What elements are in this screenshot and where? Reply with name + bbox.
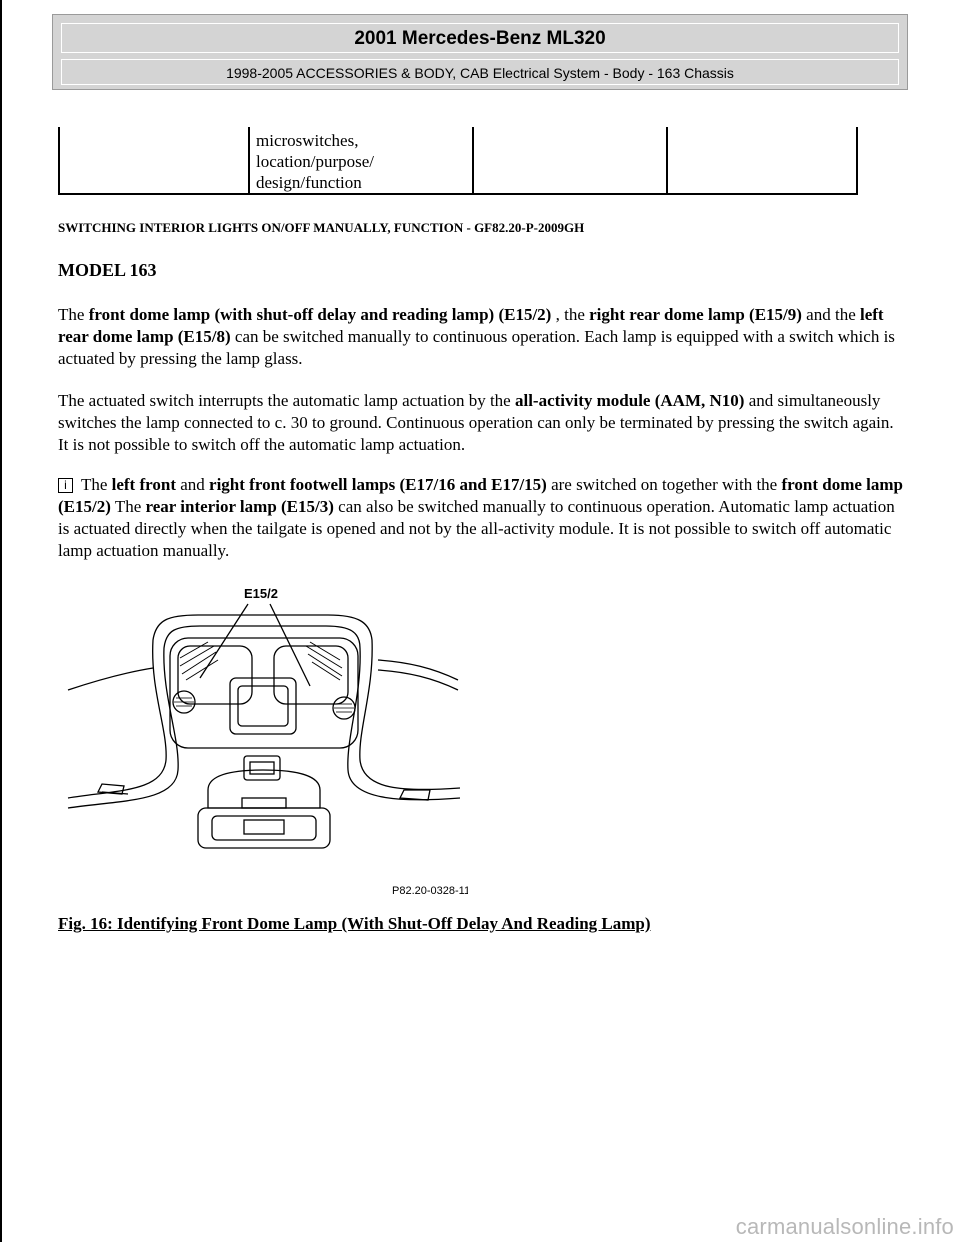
section-title: SWITCHING INTERIOR LIGHTS ON/OFF MANUALLY, FUNCTION - GF82.20-P-2009GH: [58, 220, 585, 235]
paragraph-manual-switching: The front dome lamp (with shut-off delay and reading lamp) (E15/2) , the right rear dome lamp (E15/9) and the left rear dome lamp (E15/8) can be switched manually to continuous operation. Each lamp is equipped with a switch which is actuated by pressing the lamp glass.: [58, 305, 895, 368]
watermark: carmanualsonline.info: [735, 1214, 954, 1239]
table-line: microswitches,: [256, 131, 359, 150]
term-right-rear-dome-lamp: right rear dome lamp (E15/9): [589, 305, 802, 324]
page-left-border: [0, 0, 2, 1242]
table-line: design/function: [256, 173, 362, 192]
figure-code: P82.20-0328-11: [392, 885, 468, 897]
header-subtitle: 1998-2005 ACCESSORIES & BODY, CAB Electrical System - Body - 163 Chassis: [61, 59, 899, 85]
dome-lamp-illustration: [58, 580, 468, 900]
table-cell-empty: [59, 127, 249, 194]
table-cell-empty: [473, 127, 667, 194]
term-front-dome-lamp-2: front dome lamp (E15/2): [58, 475, 903, 516]
term-front-dome-lamp: front dome lamp (with shut-off delay and reading lamp) (E15/2): [88, 305, 552, 324]
page-header: [52, 14, 908, 90]
paragraph-note: i The left front and right front footwell lamps (E17/16 and E17/15) are switched on together with the front dome lamp (E15/2) The rear interior lamp (E15/3) can also be switched manually to continuous operation. Automatic lamp actuation is actuated directly when the tailgate is opened and not by the all-activity module. It is not possible to switch off automatic lamp actuation manually.: [58, 475, 903, 560]
term-footwell-lamps: right front footwell lamps (E17/16 and E17/15): [209, 475, 547, 494]
continued-table: [58, 127, 858, 195]
header-title: 2001 Mercedes-Benz ML320: [61, 23, 899, 53]
table-row: [59, 127, 857, 194]
term-all-activity-module: all-activity module (AAM, N10): [514, 391, 745, 410]
table-cell-empty: [667, 127, 857, 194]
callout-label: E15/2: [244, 586, 278, 601]
table-line: location/purpose/: [256, 152, 375, 171]
paragraph-actuated-switch: The actuated switch interrupts the automatic lamp actuation by the all-activity module (AAM, N10) and simultaneously switches the lamp connected to c. 30 to ground. Continuous operation can only be terminated by pressing the switch again. It is not possible to switch off the automatic lamp actuation.: [58, 391, 894, 454]
term-left-front: left front: [111, 475, 176, 494]
info-icon: i: [58, 478, 73, 493]
table-cell-text: [249, 127, 473, 194]
model-heading: MODEL 163: [58, 260, 157, 280]
dome-lamp-figure: [58, 580, 468, 900]
term-rear-interior-lamp: rear interior lamp (E15/3): [145, 497, 334, 516]
figure-caption[interactable]: Fig. 16: Identifying Front Dome Lamp (With Shut-Off Delay And Reading Lamp): [58, 914, 651, 933]
term-left-rear-dome-lamp: left rear dome lamp (E15/8): [58, 305, 884, 346]
